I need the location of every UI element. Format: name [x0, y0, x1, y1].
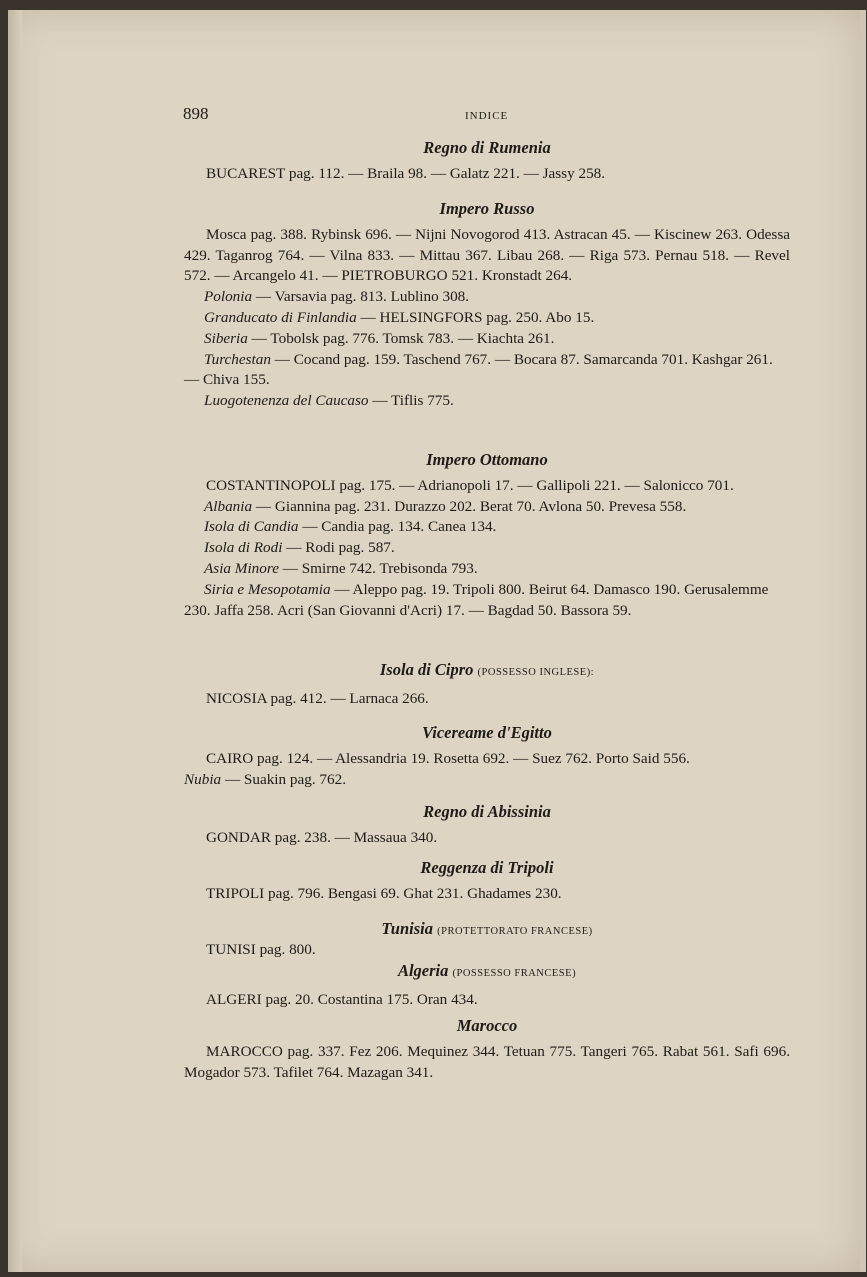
subregion-text: — Rodi pag. 587.	[282, 539, 395, 557]
subregion-entry	[184, 538, 790, 559]
section-heading: Vicereame d'Egitto	[422, 723, 552, 742]
subregion-name: Polonia	[204, 288, 253, 306]
subregion-text: — Tiflis 775.	[368, 392, 454, 410]
page-gutter	[8, 10, 22, 1272]
section-note: (POSSESSO FRANCESE)	[452, 968, 577, 979]
section-entry: MAROCCO pag. 337. Fez 206. Mequinez 344. Tetuan 775. Tangeri 765. Rabat 561. Safi 696. Mogador 573. Tafilet 764. Mazagan 341.	[184, 1042, 790, 1081]
subregion-name: Siria e Mesopotamia	[204, 580, 331, 598]
subregion-name: Nubia	[184, 770, 222, 788]
section-heading: Isola di Cipro (POSSESSO INGLESE):	[379, 660, 595, 679]
subregion-text: — Cocand pag. 159. Taschend 767. — Bocara 87. Samarcanda 701. Kashgar 261. — Chiva 155.	[184, 350, 773, 389]
subregion-entry	[184, 287, 790, 308]
subregion-name: Turchestan	[204, 350, 271, 368]
subregion-entry	[184, 770, 790, 791]
subregion-entry	[184, 350, 790, 392]
section-tripoli	[184, 858, 790, 905]
section-entry: NICOSIA pag. 412. — Larnaca 266.	[206, 689, 429, 707]
subregion-name: Luogotenenza del Caucaso	[204, 392, 369, 410]
section-rumenia	[184, 138, 790, 185]
subregion-name: Isola di Rodi	[204, 539, 283, 557]
subregion-text: — Aleppo pag. 19. Tripoli 800. Beirut 64. Damasco 190. Gerusalemme 230. Jaffa 258. Acri (San Giovanni d'Acri) 17. — Bagdad 50. Bassora 59.	[184, 580, 769, 619]
subregion-entry	[184, 580, 790, 622]
subregion-entry	[184, 497, 790, 518]
subregion-name: Granducato di Finlandia	[204, 308, 357, 326]
subregion-text: — Suakin pag. 762.	[221, 770, 347, 788]
subregion-name: Albania	[204, 497, 253, 515]
subregion-name: Asia Minore	[204, 559, 279, 577]
section-entry: Mosca pag. 388. Rybinsk 696. — Nijni Novogorod 413. Astracan 45. — Kiscinew 263. Odessa 429. Taganrog 764. — Vilna 833. — Mittau 367. Libau 268. — Riga 573. Pernau 518. — Revel 572. — Arcangelo 41. — PIETROBURGO 521. Kronstadt 264.	[184, 225, 790, 285]
running-title: INDICE	[465, 110, 509, 122]
subregion-name: Siberia	[204, 329, 248, 347]
section-entry: BUCAREST pag. 112. — Braila 98. — Galatz 221. — Jassy 258.	[206, 164, 606, 182]
section-entry: CAIRO pag. 124. — Alessandria 19. Rosetta 692. — Suez 762. Porto Said 556.	[206, 749, 690, 767]
section-cyprus	[184, 660, 790, 710]
page-number: 898	[183, 104, 209, 123]
subregion-text: — Tobolsk pag. 776. Tomsk 783. — Kiachta 261.	[247, 329, 555, 347]
section-egypt	[184, 723, 790, 790]
section-entry: TRIPOLI pag. 796. Bengasi 69. Ghat 231. Ghadames 230.	[206, 884, 562, 902]
section-entry: COSTANTINOPOLI pag. 175. — Adrianopoli 17. — Gallipoli 221. — Salonicco 701.	[206, 476, 734, 494]
section-heading: Regno di Abissinia	[423, 802, 551, 821]
section-entry: ALGERI pag. 20. Costantina 175. Oran 434.	[206, 990, 478, 1008]
section-ottoman	[184, 450, 790, 621]
section-heading: Marocco	[456, 1016, 518, 1035]
section-heading: Impero Ottomano	[426, 450, 548, 469]
section-entry: GONDAR pag. 238. — Massaua 340.	[206, 828, 438, 846]
section-tunisia	[184, 919, 790, 961]
subregion-text: — Giannina pag. 231. Durazzo 202. Berat 70. Avlona 50. Prevesa 558.	[252, 497, 687, 515]
section-russia	[184, 199, 790, 412]
subregion-text: — HELSINGFORS pag. 250. Abo 15.	[356, 308, 595, 326]
subregion-entry	[184, 308, 790, 329]
section-abyssinia	[184, 802, 790, 849]
subregion-entry	[184, 391, 790, 412]
section-note: (POSSESSO INGLESE):	[477, 667, 595, 678]
section-heading: Algeria (POSSESSO FRANCESE)	[397, 961, 577, 980]
section-entry: TUNISI pag. 800.	[206, 940, 316, 958]
section-heading: Impero Russo	[439, 199, 535, 218]
section-heading: Regno di Rumenia	[423, 138, 551, 157]
subregion-text: — Varsavia pag. 813. Lublino 308.	[252, 288, 470, 306]
subregion-text: — Smirne 742. Trebisonda 793.	[278, 559, 478, 577]
subregion-entry	[184, 517, 790, 538]
subregion-entry	[184, 329, 790, 350]
section-morocco	[184, 1016, 790, 1083]
subregion-text: — Candia pag. 134. Canea 134.	[298, 518, 497, 536]
subregion-entry	[184, 559, 790, 580]
section-heading: Tunisia (PROTETTORATO FRANCESE)	[381, 919, 593, 938]
section-heading: Reggenza di Tripoli	[420, 858, 554, 877]
section-note: (PROTETTORATO FRANCESE)	[437, 926, 593, 937]
section-algeria	[184, 961, 790, 1011]
subregion-name: Isola di Candia	[204, 518, 299, 536]
